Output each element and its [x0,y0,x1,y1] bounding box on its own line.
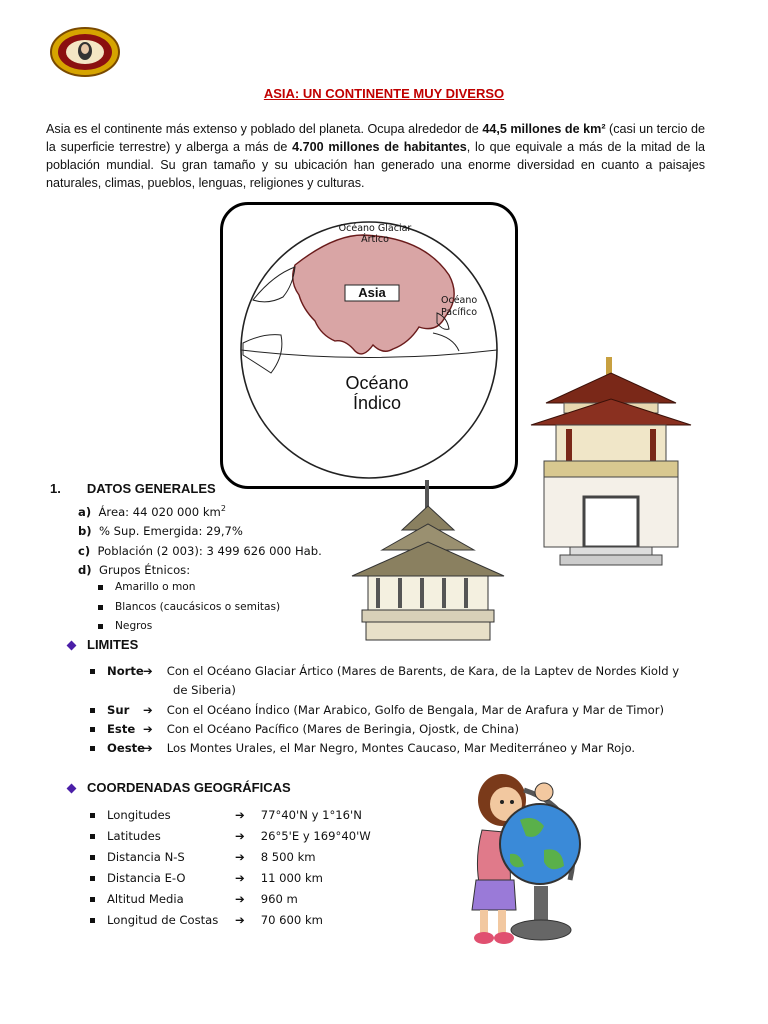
arrow-icon: ➔ [235,892,245,906]
datos-item-superficie: b) % Sup. Emergida: 29,7% [78,524,243,538]
grupo-item: Amarillo o mon [98,581,195,593]
arrow-icon: ➔ [235,829,245,843]
arrow-icon: ➔ [143,703,153,717]
grupo-item: Negros [98,620,152,632]
map-label-asia: Asia [358,285,386,300]
arrow-icon: ➔ [235,808,245,822]
datos-heading: 1. DATOS GENERALES [50,481,216,496]
coordenada-row: Longitudes ➔ 77°40'N y 1°16'N [90,808,362,822]
limite-row: Oeste➔ Los Montes Urales, el Mar Negro, Montes Caucaso, Mar Mediterráneo y Mar Rojo. [90,741,635,755]
pagoda-temple-illustration [342,480,514,642]
limite-row: Norte➔ Con el Océano Glaciar Ártico (Mares de Barents, de Kara, de la Laptev de Nordes Kiold y [90,664,679,678]
limites-heading: LIMITES [68,637,138,652]
coordenada-row: Altitud Media ➔ 960 m [90,892,298,906]
coordenadas-heading: COORDENADAS GEOGRÁFICAS [68,780,291,795]
arrow-icon: ➔ [235,913,245,927]
limite-row: Este ➔ Con el Océano Pacífico (Mares de Beringia, Ojostk, de China) [90,722,519,736]
coordenada-row: Latitudes ➔ 26°5'E y 169°40'W [90,829,371,843]
datos-item-poblacion: c) Población (2 003): 3 499 626 000 Hab. [78,544,322,558]
school-logo [50,27,120,77]
arrow-icon: ➔ [143,741,153,755]
map-label-pacific: Océano Pacífico [441,295,478,318]
intro-paragraph: Asia es el continente más extenso y poblado del planeta. Ocupa alrededor de 44,5 millones de km² (casi un tercio de la superficie terrestre) y alberga a más de 4.700 millones de habitantes, lo que equivale a más de la mitad de la población mundial. Su gran tamaño y su ubicación han generado una enorme diversidad en cuanto a paisajes naturales, climas, pueblos, lenguas, religiones y culturas. [46,122,705,190]
asia-map [220,202,518,489]
coordenada-row: Distancia N-S ➔ 8 500 km [90,850,316,864]
arrow-icon: ➔ [143,722,153,736]
arrow-icon: ➔ [235,871,245,885]
girl-with-globe-illustration [454,770,594,948]
map-label-indian: Océano Índico [345,373,409,413]
coordenada-row: Distancia E-O ➔ 11 000 km [90,871,323,885]
pagoda-gate-illustration [526,355,696,570]
limite-row: Sur ➔ Con el Océano Índico (Mar Arabico, Golfo de Bengala, Mar de Arafura y Mar de Timor) [90,703,664,717]
arrow-icon: ➔ [143,664,153,678]
page-title: ASIA: UN CONTINENTE MUY DIVERSO [263,86,505,101]
datos-item-grupos: d) Grupos Étnicos: [78,563,191,577]
arrow-icon: ➔ [235,850,245,864]
grupo-item: Blancos (caucásicos o semitas) [98,601,280,613]
limite-row-continuation: de Siberia) [173,683,236,697]
map-label-arctic: Océano Glaciar Ártico [338,223,412,245]
datos-item-area: a) Área: 44 020 000 $km^2$ [78,504,226,519]
coordenada-row: Longitud de Costas ➔ 70 600 km [90,913,323,927]
